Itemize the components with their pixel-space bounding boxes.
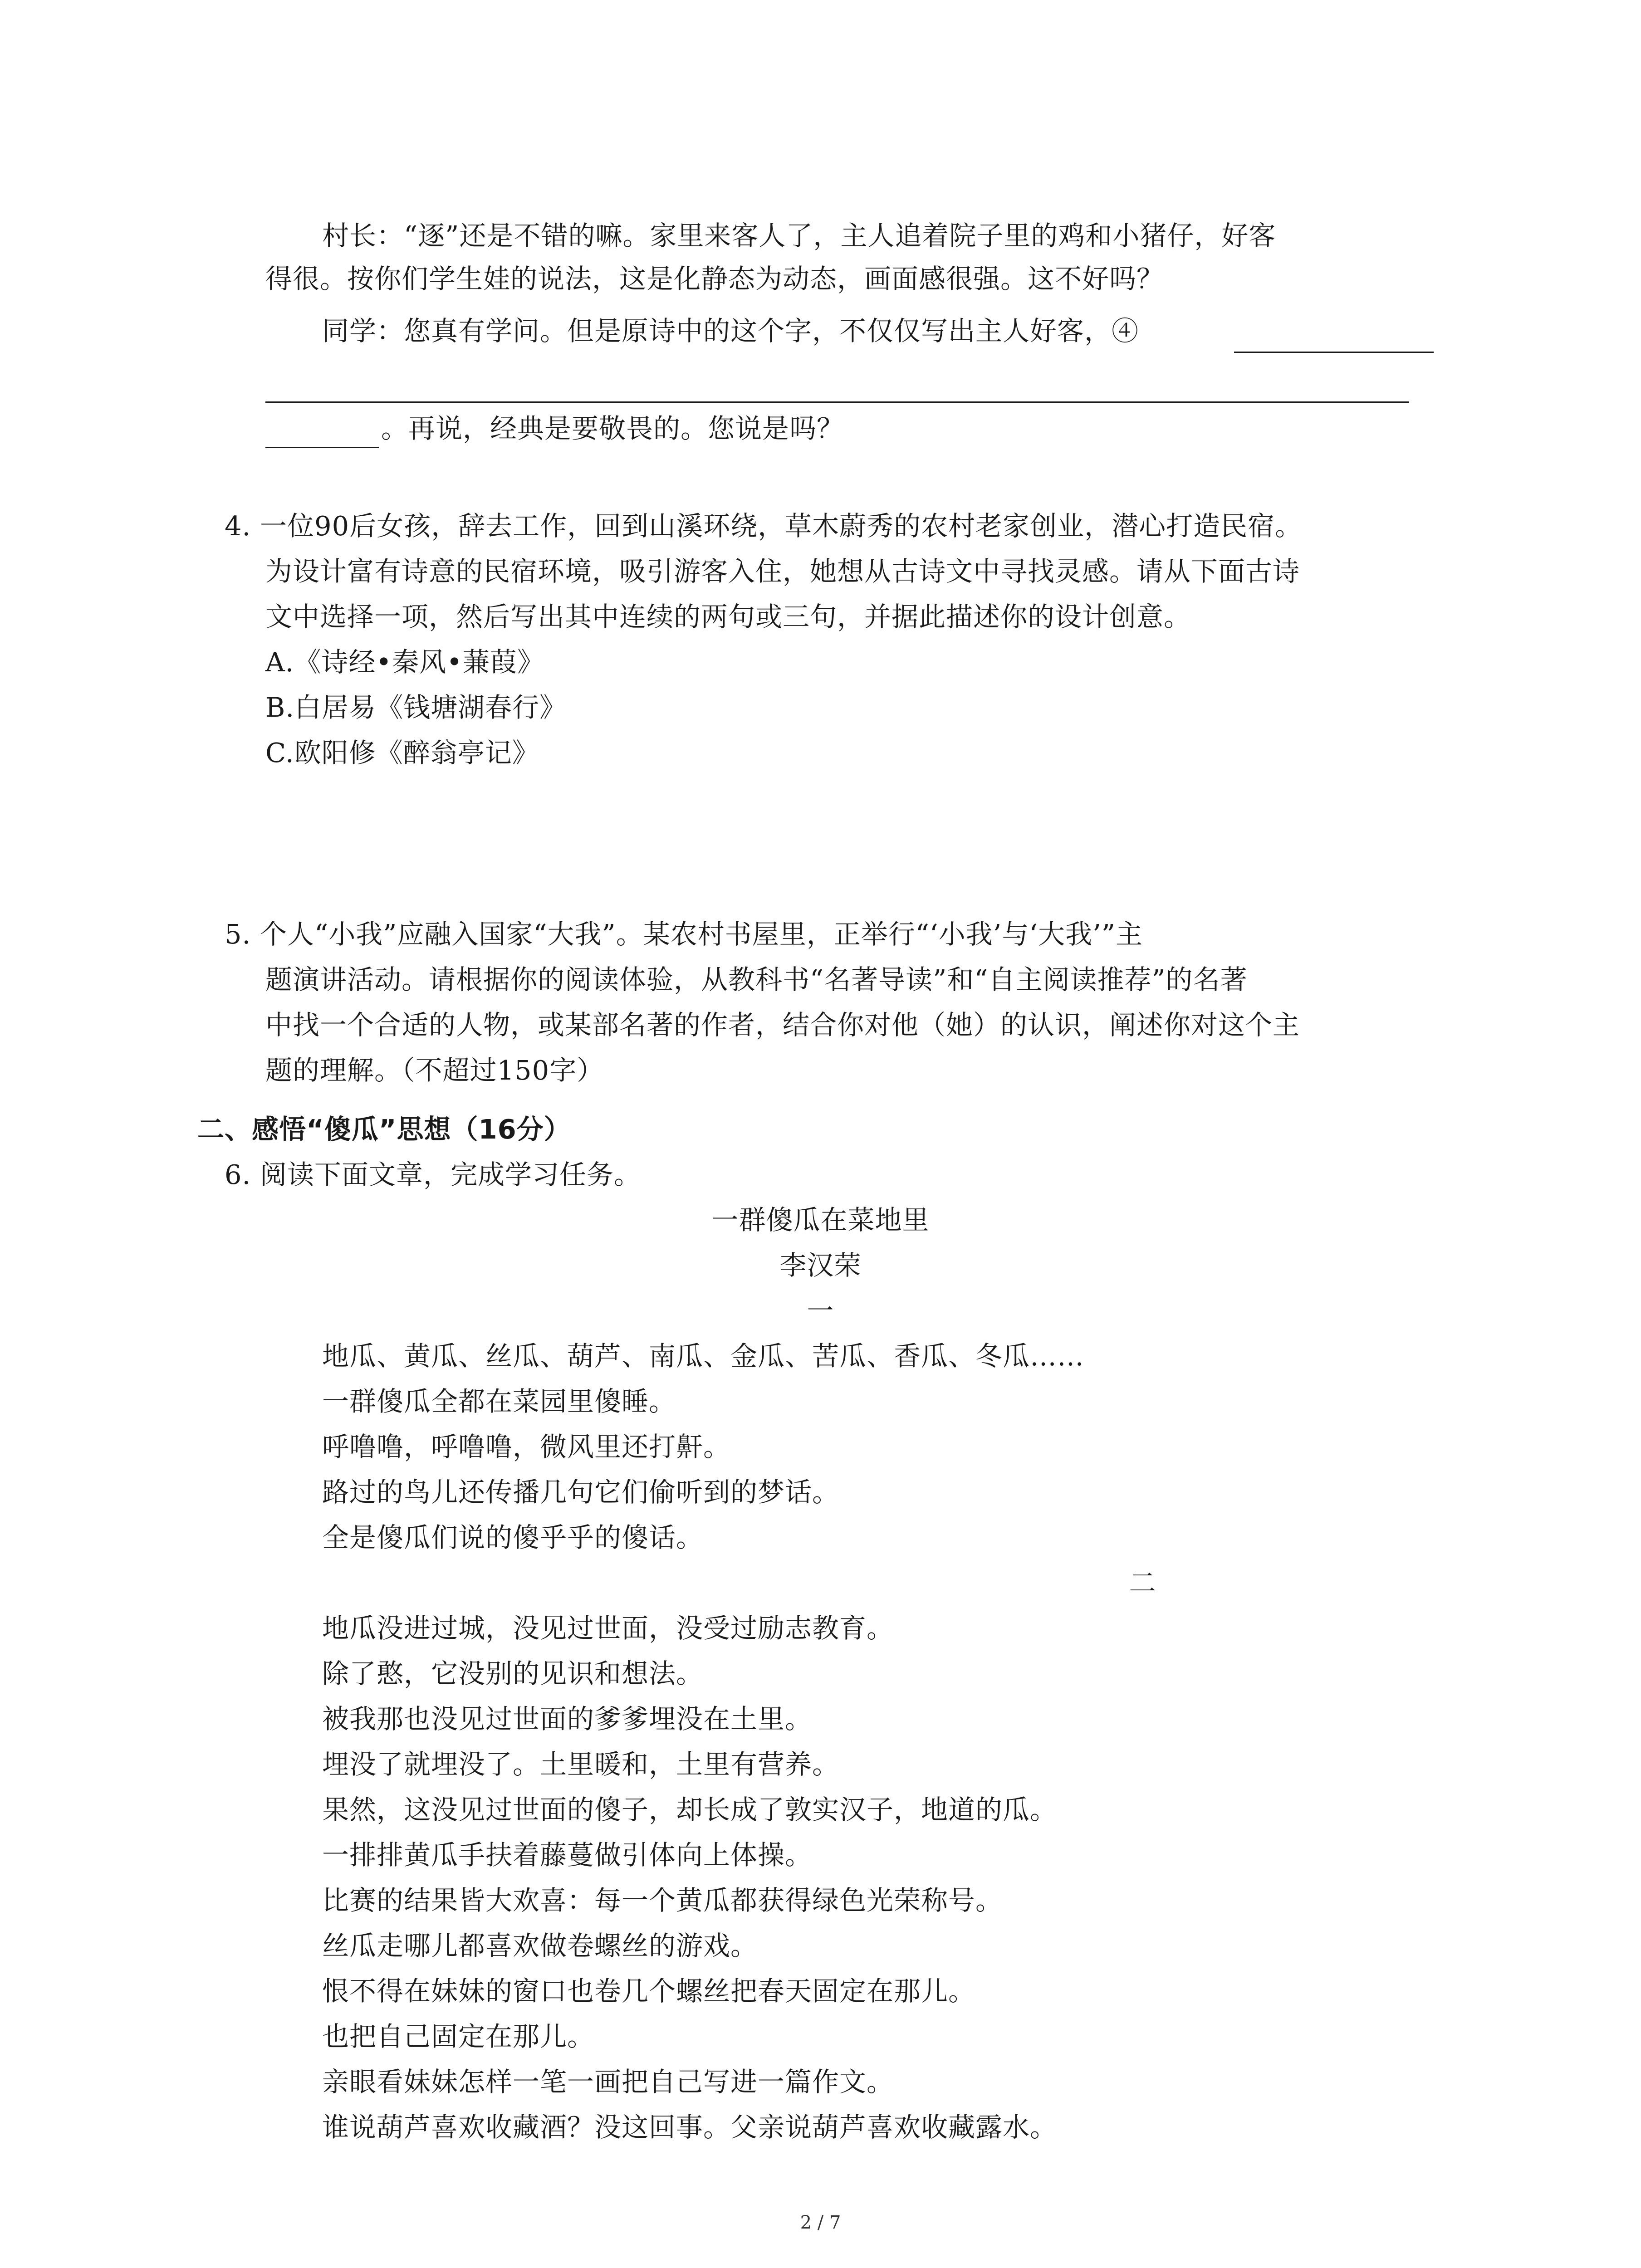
poem-line: 路过的鸟儿还传播几句它们偷听到的梦话。 bbox=[322, 1476, 840, 1508]
poem-line: 一排排黄瓜手扶着藤蔓做引体向上体操。 bbox=[322, 1839, 813, 1871]
q4-option-c: C.欧阳修《醉翁亭记》 bbox=[265, 737, 539, 768]
page-number: 2 / 7 bbox=[800, 2212, 841, 2233]
q5-line-1: 5. 个人“小我”应融入国家“大我”。某农村书屋里，正举行“‘小我’与‘大我’”主 bbox=[225, 919, 1143, 950]
poem-line: 亲眼看妹妹怎样一笔一画把自己写进一篇作文。 bbox=[322, 2066, 894, 2097]
poem-line: 比赛的结果皆大欢喜：每一个黄瓜都获得绿色光荣称号。 bbox=[322, 1885, 1003, 1916]
poem-line: 除了憨，它没别的见识和想法。 bbox=[322, 1658, 704, 1689]
poem-line: 谁说葫芦喜欢收藏酒？没这回事。父亲说葫芦喜欢收藏露水。 bbox=[322, 2112, 1058, 2143]
poem-line: 恨不得在妹妹的窗口也卷几个螺丝把春天固定在那儿。 bbox=[322, 1975, 976, 2007]
poem-line: 地瓜没进过城，没见过世面，没受过励志教育。 bbox=[322, 1613, 894, 1644]
poem-line: 被我那也没见过世面的爹爹埋没在土里。 bbox=[322, 1703, 813, 1735]
poem-line: 全是傻瓜们说的傻乎乎的傻话。 bbox=[322, 1522, 704, 1553]
answer-blank-4b[interactable] bbox=[265, 401, 1409, 403]
poem-line: 丝瓜走哪儿都喜欢做卷螺丝的游戏。 bbox=[322, 1930, 758, 1961]
poem-author: 李汉荣 bbox=[779, 1250, 862, 1281]
q4-line-1: 4. 一位90后女孩，辞去工作，回到山溪环绕，草木蔚秀的农村老家创业，潜心打造民宿。 bbox=[225, 510, 1303, 542]
part-2-label: 二 bbox=[1129, 1567, 1156, 1598]
poem-line: 也把自己固定在那儿。 bbox=[322, 2021, 595, 2052]
q5-line-4: 题的理解。（不超过150字） bbox=[265, 1055, 604, 1086]
poem-line: 果然，这没见过世面的傻子，却长成了敦实汉子，地道的瓜。 bbox=[322, 1794, 1058, 1825]
q4-line-3: 文中选择一项，然后写出其中连续的两句或三句，并据此描述你的设计创意。 bbox=[265, 601, 1191, 632]
student-line-3: 。再说，经典是要敬畏的。您说是吗？ bbox=[381, 413, 844, 444]
poem-title: 一群傻瓜在菜地里 bbox=[711, 1204, 930, 1236]
poem-line: 地瓜、黄瓜、丝瓜、葫芦、南瓜、金瓜、苦瓜、香瓜、冬瓜…… bbox=[322, 1340, 1085, 1372]
q5-line-2: 题演讲活动。请根据你的阅读体验，从教科书“名著导读”和“自主阅读推荐”的名著 bbox=[265, 964, 1248, 995]
q4-line-2: 为设计富有诗意的民宿环境，吸引游客入住，她想从古诗文中寻找灵感。请从下面古诗 bbox=[265, 556, 1300, 587]
q4-option-a: A.《诗经•秦风•蒹葭》 bbox=[265, 646, 544, 678]
poem-line: 埋没了就埋没了。土里暖和，土里有营养。 bbox=[322, 1749, 840, 1780]
q5-line-3: 中找一个合适的人物，或某部名著的作者，结合你对他（她）的认识，阐述你对这个主 bbox=[265, 1009, 1300, 1041]
section-2-heading: 二、感悟“傻瓜”思想（16分） bbox=[197, 1114, 571, 1145]
poem-line: 呼噜噜，呼噜噜，微风里还打鼾。 bbox=[322, 1431, 731, 1462]
village-head-line-2: 得很。按你们学生娃的说法，这是化静态为动态，画面感很强。这不好吗？ bbox=[265, 263, 1164, 294]
village-head-line-1: 村长：“逐”还是不错的嘛。家里来客人了，主人追着院子里的鸡和小猪仔，好客 bbox=[322, 220, 1276, 251]
poem-line: 一群傻瓜全都在菜园里傻睡。 bbox=[322, 1386, 676, 1417]
answer-blank-4c[interactable] bbox=[265, 447, 379, 448]
answer-blank-4a[interactable] bbox=[1234, 352, 1434, 353]
student-line-1: 同学：您真有学问。但是原诗中的这个字，不仅仅写出主人好客，④ bbox=[322, 315, 1139, 347]
q4-option-b: B.白居易《钱塘湖春行》 bbox=[265, 692, 567, 723]
q6-instruction: 6. 阅读下面文章，完成学习任务。 bbox=[225, 1159, 642, 1190]
part-1-label: 一 bbox=[807, 1295, 834, 1326]
